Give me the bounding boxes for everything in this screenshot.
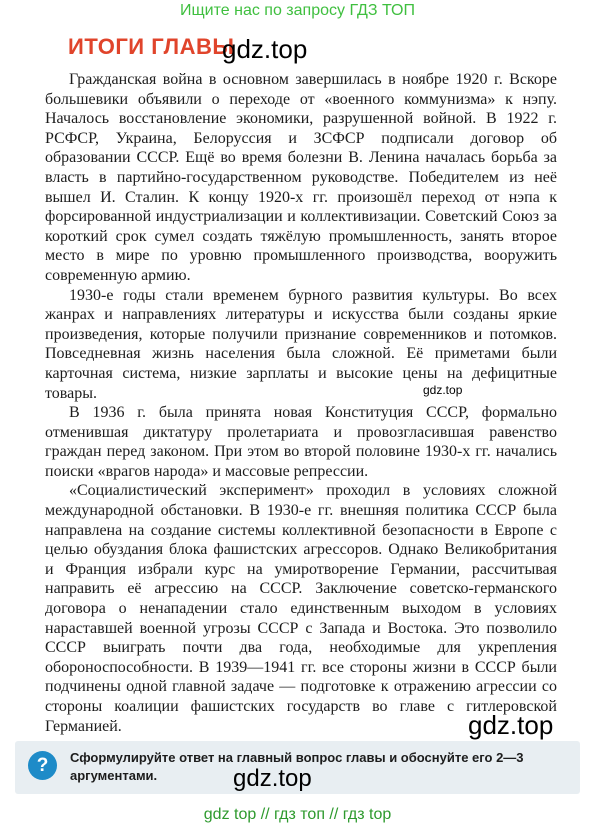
watermark: gdz.top [222, 34, 308, 64]
chapter-title: ИТОГИ ГЛАВЫ [68, 34, 235, 59]
paragraph-1: Гражданская война в основном завершилась в ноябре 1920 г. Вскоре большевики объявили о переходе от «военного коммунизма» к нэпу. Началось восстановление экономики, разрушенной войной. В 1922 г. РСФСР, Украина, Белоруссия и ЗСФСР подписали договор об образовании СССР. Ещё во время болезни В. Ленина началась борьба за власть в партийно-государственном руководстве. Победителем из неё вышел И. Сталин. К концу 1920-х гг. произошёл переход от нэпа к форсированной индустриализации и коллективизации. Советский Союз за короткий срок сумел создать тяжёлую промышленность, занять второе место в мире по уровню промышленного производства, вооружить современную армию. [45, 71, 557, 284]
paragraph-3: В 1936 г. была принята новая Конституция СССР, формально отменившая диктатуру пролетариата и провозгласившая равенство граждан перед законом. При этом во второй половине 1930-х гг. начались поиски «врагов народа» и массовые репрессии. [45, 404, 557, 480]
question-mark-icon: ? [28, 751, 57, 780]
chapter-summary-text [45, 70, 557, 736]
footer-links[interactable]: gdz top // гдз топ // гдз top [203, 806, 392, 823]
watermark: gdz.top [468, 710, 554, 740]
top-banner: Ищите нас по запросу ГДЗ ТОП [180, 2, 415, 19]
question-text: Сформулируйте ответ на главный вопрос главы и обоснуйте его 2—3 аргументами. [70, 750, 524, 783]
watermark: gdz.top [423, 383, 463, 397]
paragraph-4: «Социалистический эксперимент» проходил в условиях сложной международной обстановки. В 1930-е гг. внешняя политика СССР была направлена на создание системы коллективной безопасности в Европе с целью обуздания блока фашистских агрессоров. Однако Великобритания и Франция избрали курс на умиротворение Германии, рассчитывая направить её агрессию на СССР. Заключение советско-германского договора о ненападении стало единственным выходом в условиях нараставшей военной угрозы СССР с Запада и Востока. Это позволило СССР выиграть почти два года, необходимые для укрепления обороноспособности. В 1939—1941 гг. все стороны жизни в СССР были подчинены одной главной задаче — подготовке к отражению агрессии со стороны коалиции фашистских государств во главе с гитлеровской Германией. [45, 482, 557, 735]
watermark: gdz.top [233, 765, 312, 792]
paragraph-2: 1930-е годы стали временем бурного развития культуры. Во всех жанрах и направлениях литературы и искусства были созданы яркие произведения, которые получили признание современников и потомков. Повседневная жизнь населения была сложной. Её приметами были карточная система, низкие зарплаты и высокие цены на дефицитные товары. [45, 286, 557, 402]
